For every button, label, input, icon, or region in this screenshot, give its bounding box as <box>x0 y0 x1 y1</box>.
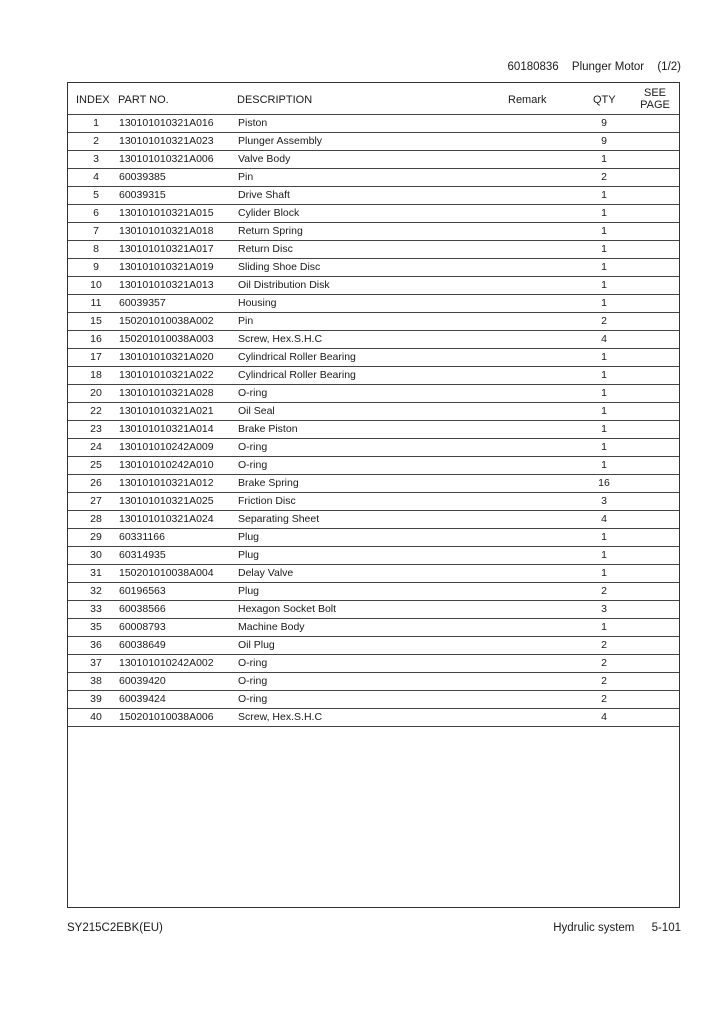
row-qty: 1 <box>601 369 607 381</box>
row-part-no: 60038649 <box>119 639 166 651</box>
row-description: O-ring <box>238 693 268 705</box>
row-index: 8 <box>93 243 99 255</box>
table-row <box>68 654 679 672</box>
row-qty: 1 <box>601 531 607 543</box>
row-description: Friction Disc <box>238 495 296 507</box>
row-part-no: 130101010321A012 <box>119 477 214 489</box>
row-description: O-ring <box>238 441 268 453</box>
footer-right <box>539 922 681 934</box>
table-row <box>68 492 679 510</box>
row-part-no: 130101010321A017 <box>119 243 214 255</box>
row-part-no: 130101010321A006 <box>119 153 214 165</box>
row-part-no: 60314935 <box>119 549 166 561</box>
table-row <box>68 564 679 582</box>
row-description: Cylindrical Roller Bearing <box>238 369 356 381</box>
row-part-no: 130101010321A024 <box>119 513 214 525</box>
table-row <box>68 528 679 546</box>
row-description: Plunger Assembly <box>238 135 323 147</box>
row-description: Hexagon Socket Bolt <box>238 603 337 615</box>
row-description: O-ring <box>238 657 268 669</box>
row-qty: 2 <box>601 585 607 597</box>
row-index: 5 <box>93 189 99 201</box>
table-row <box>68 582 679 600</box>
row-qty: 1 <box>601 351 607 363</box>
table-row <box>68 258 679 276</box>
row-qty: 4 <box>601 333 607 345</box>
row-description: Return Disc <box>238 243 293 255</box>
row-index: 7 <box>93 225 99 237</box>
table-row <box>68 294 679 312</box>
row-part-no: 150201010038A002 <box>119 315 214 327</box>
row-part-no: 60039424 <box>119 693 166 705</box>
row-description: Sliding Shoe Disc <box>238 261 321 273</box>
table-row <box>68 312 679 330</box>
row-index: 32 <box>90 585 102 597</box>
row-qty: 1 <box>601 549 607 561</box>
row-part-no: 60038566 <box>119 603 166 615</box>
table-row <box>68 240 679 258</box>
table-row <box>68 168 679 186</box>
row-description: Delay Valve <box>238 567 294 579</box>
header-page-indicator: (1/2) <box>657 61 681 73</box>
row-index: 30 <box>90 549 102 561</box>
row-part-no: 130101010321A015 <box>119 207 214 219</box>
row-index: 33 <box>90 603 102 615</box>
table-row <box>68 636 679 654</box>
row-description: Plug <box>238 549 260 561</box>
row-qty: 4 <box>601 711 607 723</box>
row-qty: 1 <box>601 225 607 237</box>
row-part-no: 130101010242A002 <box>119 657 214 669</box>
row-part-no: 150201010038A004 <box>119 567 214 579</box>
row-part-no: 130101010321A022 <box>119 369 214 381</box>
row-index: 18 <box>90 369 102 381</box>
page-header <box>498 61 681 73</box>
table-row <box>68 474 679 492</box>
parts-table-body <box>68 114 679 727</box>
row-qty: 1 <box>601 387 607 399</box>
row-part-no: 130101010242A010 <box>119 459 214 471</box>
row-index: 9 <box>93 261 99 273</box>
row-index: 38 <box>90 675 102 687</box>
row-index: 29 <box>90 531 102 543</box>
column-header-qty: QTY <box>593 94 616 106</box>
footer-page-number: 5-101 <box>651 922 681 934</box>
row-part-no: 60039420 <box>119 675 166 687</box>
row-part-no: 130101010321A019 <box>119 261 214 273</box>
row-index: 28 <box>90 513 102 525</box>
footer-model: SY215C2EBK(EU) <box>67 922 163 934</box>
table-row <box>68 510 679 528</box>
row-part-no: 130101010321A018 <box>119 225 214 237</box>
row-index: 31 <box>90 567 102 579</box>
row-index: 24 <box>90 441 102 453</box>
row-qty: 1 <box>601 405 607 417</box>
row-qty: 9 <box>601 117 607 129</box>
row-index: 10 <box>90 279 102 291</box>
table-row <box>68 420 679 438</box>
see-page-line2: PAGE <box>640 99 670 111</box>
table-row <box>68 672 679 690</box>
see-page-line1: SEE <box>643 87 666 99</box>
row-description: Pin <box>238 315 254 327</box>
row-description: Cylider Block <box>238 207 300 219</box>
row-index: 2 <box>93 135 99 147</box>
row-index: 26 <box>90 477 102 489</box>
row-qty: 2 <box>601 657 607 669</box>
row-part-no: 60039315 <box>119 189 166 201</box>
row-qty: 2 <box>601 639 607 651</box>
table-row <box>68 204 679 222</box>
row-index: 23 <box>90 423 102 435</box>
row-index: 15 <box>90 315 102 327</box>
column-header-part-no: PART NO. <box>118 94 169 106</box>
row-description: Housing <box>238 297 277 309</box>
table-row <box>68 330 679 348</box>
row-qty: 9 <box>601 135 607 147</box>
row-index: 25 <box>90 459 102 471</box>
header-title: Plunger Motor <box>571 61 645 73</box>
table-row <box>68 618 679 636</box>
table-header <box>68 83 679 114</box>
row-qty: 1 <box>601 621 607 633</box>
row-qty: 1 <box>601 261 607 273</box>
row-index: 11 <box>90 297 102 309</box>
row-qty: 1 <box>601 243 607 255</box>
table-row <box>68 348 679 366</box>
row-description: Piston <box>238 117 268 129</box>
column-header-remark: Remark <box>508 94 547 106</box>
row-description: Oil Seal <box>238 405 275 417</box>
row-qty: 1 <box>601 207 607 219</box>
row-description: Screw, Hex.S.H.C <box>238 711 323 723</box>
row-qty: 1 <box>601 153 607 165</box>
row-qty: 16 <box>598 477 610 489</box>
row-description: Screw, Hex.S.H.C <box>238 333 323 345</box>
table-row <box>68 150 679 168</box>
row-qty: 1 <box>601 189 607 201</box>
row-index: 37 <box>90 657 102 669</box>
header-part-code: 60180836 <box>507 61 559 73</box>
row-index: 22 <box>90 405 102 417</box>
column-header-description: DESCRIPTION <box>237 94 313 106</box>
row-part-no: 130101010321A028 <box>119 387 214 399</box>
row-part-no: 60039357 <box>119 297 166 309</box>
row-qty: 1 <box>601 459 607 471</box>
row-part-no: 60196563 <box>119 585 166 597</box>
row-index: 6 <box>93 207 99 219</box>
row-description: O-ring <box>238 675 268 687</box>
parts-list-frame <box>67 82 680 908</box>
row-qty: 1 <box>601 423 607 435</box>
row-index: 39 <box>90 693 102 705</box>
row-description: Oil Plug <box>238 639 275 651</box>
row-description: Cylindrical Roller Bearing <box>238 351 356 363</box>
row-description: Brake Piston <box>238 423 298 435</box>
table-row <box>68 222 679 240</box>
column-header-see-page <box>636 87 674 111</box>
row-qty: 2 <box>601 171 607 183</box>
table-row <box>68 132 679 150</box>
row-description: Separating Sheet <box>238 513 320 525</box>
row-part-no: 130101010242A009 <box>119 441 214 453</box>
row-description: Valve Body <box>238 153 291 165</box>
table-row <box>68 456 679 474</box>
column-header-index: INDEX <box>76 94 110 106</box>
row-qty: 1 <box>601 279 607 291</box>
row-qty: 2 <box>601 675 607 687</box>
footer-section: Hydrulic system <box>553 922 635 934</box>
row-qty: 4 <box>601 513 607 525</box>
table-row <box>68 402 679 420</box>
row-part-no: 130101010321A023 <box>119 135 214 147</box>
table-row <box>68 546 679 564</box>
row-part-no: 130101010321A020 <box>119 351 214 363</box>
table-row <box>68 600 679 618</box>
row-qty: 1 <box>601 441 607 453</box>
row-description: O-ring <box>238 459 268 471</box>
row-index: 36 <box>90 639 102 651</box>
row-index: 40 <box>90 711 102 723</box>
row-index: 16 <box>90 333 102 345</box>
row-index: 17 <box>90 351 102 363</box>
row-description: Plug <box>238 585 260 597</box>
table-row <box>68 708 679 727</box>
row-part-no: 60008793 <box>119 621 166 633</box>
row-index: 4 <box>93 171 99 183</box>
table-row <box>68 114 679 132</box>
row-qty: 1 <box>601 297 607 309</box>
row-description: Machine Body <box>238 621 305 633</box>
row-description: O-ring <box>238 387 268 399</box>
row-part-no: 150201010038A006 <box>119 711 214 723</box>
row-description: Drive Shaft <box>238 189 290 201</box>
row-index: 20 <box>90 387 102 399</box>
row-description: Brake Spring <box>238 477 299 489</box>
table-row <box>68 186 679 204</box>
row-part-no: 130101010321A013 <box>119 279 214 291</box>
row-index: 27 <box>90 495 102 507</box>
row-qty: 1 <box>601 567 607 579</box>
row-description: Return Spring <box>238 225 303 237</box>
table-row <box>68 690 679 708</box>
table-row <box>68 384 679 402</box>
row-qty: 3 <box>601 495 607 507</box>
row-part-no: 60039385 <box>119 171 166 183</box>
row-description: Oil Distribution Disk <box>238 279 330 291</box>
row-qty: 3 <box>601 603 607 615</box>
row-description: Pin <box>238 171 254 183</box>
row-index: 35 <box>90 621 102 633</box>
row-part-no: 130101010321A021 <box>119 405 214 417</box>
table-row <box>68 366 679 384</box>
table-row <box>68 276 679 294</box>
row-index: 1 <box>93 117 99 129</box>
row-part-no: 130101010321A016 <box>119 117 214 129</box>
row-part-no: 150201010038A003 <box>119 333 214 345</box>
row-part-no: 130101010321A014 <box>119 423 214 435</box>
row-part-no: 130101010321A025 <box>119 495 214 507</box>
row-index: 3 <box>93 153 99 165</box>
row-description: Plug <box>238 531 260 543</box>
row-part-no: 60331166 <box>119 531 165 543</box>
row-qty: 2 <box>601 693 607 705</box>
table-row <box>68 438 679 456</box>
row-qty: 2 <box>601 315 607 327</box>
